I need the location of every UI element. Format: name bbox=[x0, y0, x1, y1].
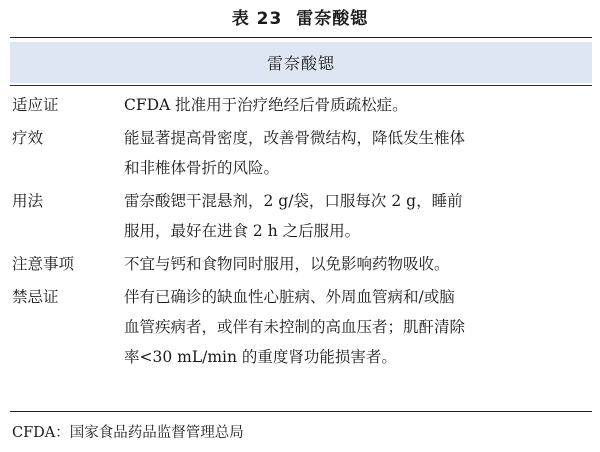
table-row bbox=[10, 249, 592, 279]
row-content-line: 能显著提高骨密度，改善骨微结构，降低发生椎体 bbox=[124, 129, 466, 147]
table-top-rule bbox=[10, 37, 592, 38]
row-content-line: 服用，最好在进食 2 h 之后服用。 bbox=[124, 222, 361, 240]
table-row bbox=[10, 123, 592, 183]
row-content-line: 血管疾病者，或伴有未控制的高血压者；肌酐清除 bbox=[124, 318, 466, 336]
table-body bbox=[10, 90, 592, 375]
row-content bbox=[124, 90, 592, 120]
row-label: 禁忌证 bbox=[12, 288, 59, 306]
row-content-line: 伴有已确诊的缺血性心脏病、外周血管病和/或脑 bbox=[124, 288, 455, 306]
row-content-line: 率<30 mL/min 的重度肾功能损害者。 bbox=[124, 348, 397, 366]
table-header-rule bbox=[10, 85, 592, 86]
row-label: 适应证 bbox=[12, 96, 59, 114]
table-number: 表 23 bbox=[231, 9, 283, 29]
table-header bbox=[10, 42, 592, 83]
table-name: 雷奈酸锶 bbox=[296, 9, 369, 29]
row-label: 疗效 bbox=[12, 129, 44, 147]
table-row bbox=[10, 282, 592, 372]
table-row bbox=[10, 186, 592, 246]
table-row bbox=[10, 90, 592, 120]
row-content-line: 和非椎体骨折的风险。 bbox=[124, 159, 280, 177]
row-label: 注意事项 bbox=[12, 255, 75, 273]
table-bottom-rule bbox=[10, 411, 592, 412]
table-title bbox=[0, 4, 600, 29]
row-content-line: CFDA 批准用于治疗绝经后骨质疏松症。 bbox=[124, 96, 408, 114]
row-label: 用法 bbox=[12, 192, 44, 210]
row-content bbox=[124, 186, 592, 246]
row-content-line: 雷奈酸锶干混悬剂，2 g/袋，口服每次 2 g，睡前 bbox=[124, 192, 463, 210]
row-content-line: 不宜与钙和食物同时服用，以免影响药物吸收。 bbox=[124, 255, 450, 273]
table-header-text: 雷奈酸锶 bbox=[266, 54, 335, 73]
table-footnote: CFDA：国家食品药品监督管理总局 bbox=[12, 425, 244, 441]
row-content bbox=[124, 282, 592, 372]
row-content bbox=[124, 123, 592, 183]
row-content bbox=[124, 249, 592, 279]
